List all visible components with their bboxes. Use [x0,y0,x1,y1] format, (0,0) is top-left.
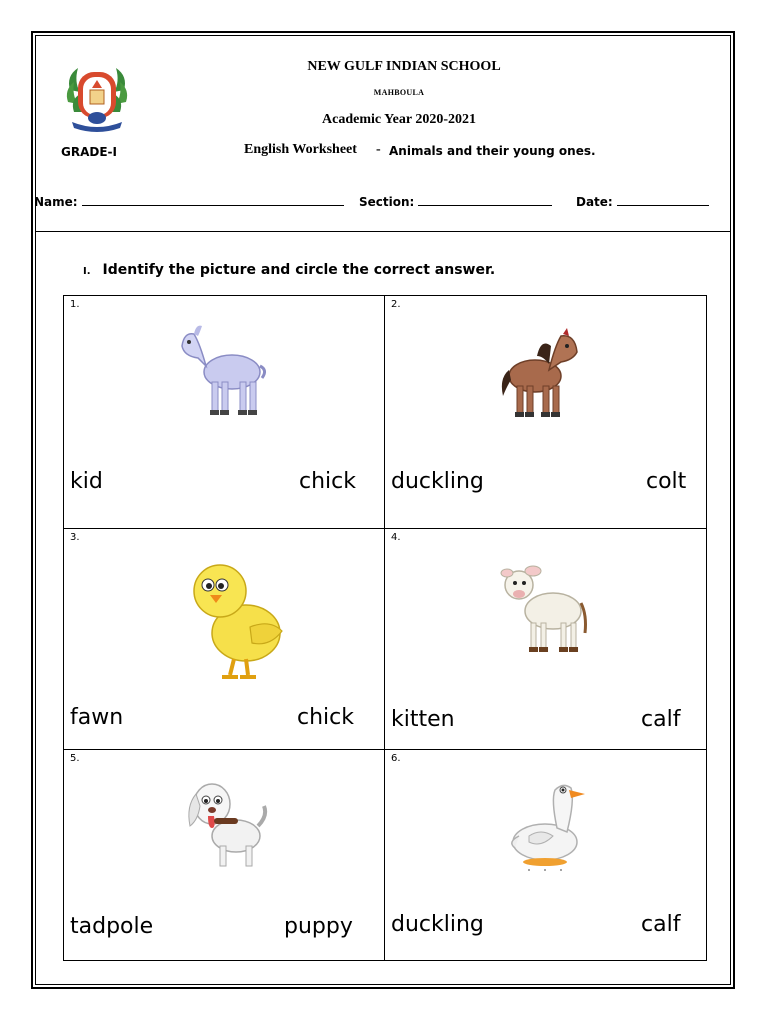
option-b[interactable]: calf [641,912,681,937]
cow-icon [499,559,591,657]
duck-icon [505,776,589,872]
question-cell [385,529,706,750]
name-label: Name: [34,195,78,209]
instruction-number: I. [83,266,91,277]
school-location: MAHBOULA [373,88,425,97]
name-field[interactable] [34,193,344,209]
horse-icon [497,326,581,420]
worksheet-label: English Worksheet [244,142,357,157]
option-a[interactable]: tadpole [70,914,154,939]
option-a[interactable]: fawn [70,705,124,730]
worksheet-topic: Animals and their young ones. [389,144,596,158]
option-a[interactable]: kid [70,469,103,494]
question-cell [64,750,385,960]
date-label: Date: [576,195,613,209]
question-cell [64,529,385,750]
school-name: NEW GULF INDIAN SCHOOL [307,59,501,74]
dog-icon [184,776,270,872]
grade-label: GRADE-I [61,145,117,159]
option-b[interactable]: colt [646,469,687,494]
worksheet-dash: - [376,142,381,157]
option-b[interactable]: calf [641,707,681,732]
question-number: 4. [391,532,401,543]
question-cell [64,296,385,529]
instruction [83,262,495,278]
question-number: 2. [391,299,401,310]
instruction-text: Identify the picture and circle the correct answer. [102,262,496,278]
question-number: 6. [391,753,401,764]
option-b[interactable]: chick [299,469,356,494]
option-b[interactable]: puppy [284,914,353,939]
question-number: 5. [70,753,80,764]
academic-year: Academic Year 2020-2021 [322,112,476,127]
header-divider [35,231,731,232]
section-field[interactable] [359,193,552,209]
question-cell [385,750,706,960]
question-cell [385,296,706,529]
date-field[interactable] [576,193,709,209]
option-a[interactable]: kitten [391,707,455,732]
section-label: Section: [359,195,415,209]
option-a[interactable]: duckling [391,912,484,937]
option-a[interactable]: duckling [391,469,484,494]
question-number: 1. [70,299,80,310]
goat-icon [176,322,268,420]
date-blank[interactable] [617,193,709,206]
hen-icon [190,561,288,683]
name-blank[interactable] [82,193,344,206]
section-blank[interactable] [418,193,552,206]
question-number: 3. [70,532,80,543]
option-b[interactable]: chick [297,705,354,730]
question-grid [63,295,707,961]
